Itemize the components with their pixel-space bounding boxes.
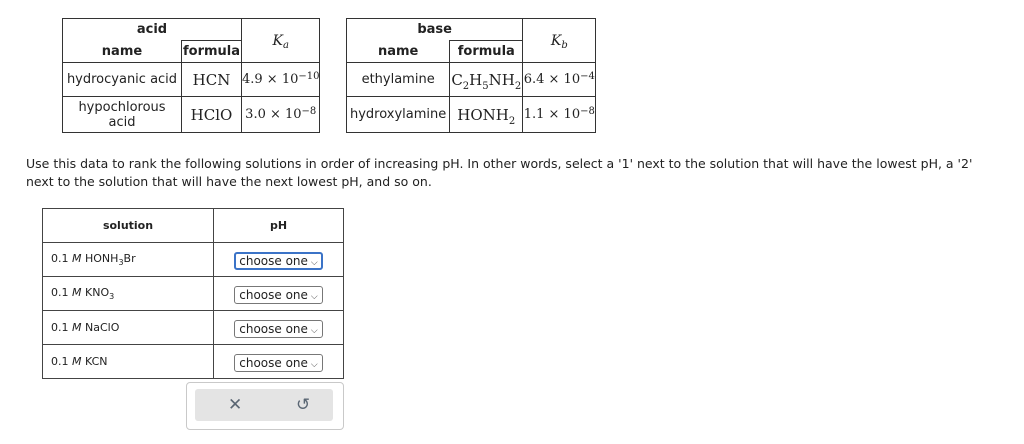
base-data-table <box>346 18 596 133</box>
base-formula-header: formula <box>450 41 523 63</box>
acid-formula-cell: HCN <box>182 63 242 97</box>
undo-icon[interactable]: ↺ <box>296 395 311 415</box>
solution-label: 0.1 M KCN <box>43 345 214 379</box>
ka-value-cell: $3.0 \times 10^{-8}$ <box>242 97 320 133</box>
acid-name-cell: hydrocyanic acid <box>63 63 182 97</box>
base-formula-cell: $C_2H_5NH_2$ <box>450 63 523 97</box>
close-icon[interactable]: ✕ <box>228 395 243 415</box>
base-name-cell: hydroxylamine <box>347 97 450 133</box>
chevron-down-icon: ⌵ <box>310 359 318 370</box>
base-name-cell: ethylamine <box>347 63 450 97</box>
ph-rank-select[interactable]: choose one ⌵ <box>234 286 323 304</box>
table-row <box>43 277 344 311</box>
answer-button-bar <box>186 382 344 430</box>
acid-header: acid <box>63 19 242 41</box>
chevron-down-icon: ⌵ <box>310 291 318 302</box>
ph-rank-select[interactable]: choose one ⌵ <box>234 354 323 372</box>
acid-name-cell: hypochlorous acid <box>63 97 182 133</box>
base-header: base <box>347 19 523 41</box>
kb-value-cell: $6.4 \times 10^{-4}$ <box>523 63 596 97</box>
ka-header: $K_a$ <box>242 19 320 63</box>
ph-rank-select[interactable]: choose one ⌵ <box>234 320 323 338</box>
acid-data-table <box>62 18 320 133</box>
acid-name-header: name <box>63 41 182 63</box>
button-tray <box>195 389 333 421</box>
solution-label: 0.1 M $KNO_3$ <box>43 277 214 311</box>
base-formula-cell: $HONH_2$ <box>450 97 523 133</box>
solution-label: 0.1 M NaClO <box>43 311 214 345</box>
kb-header: $K_b$ <box>523 19 596 63</box>
ph-rank-select[interactable]: choose one ⌵ <box>234 252 323 270</box>
table-row <box>43 311 344 345</box>
kb-value-cell: $1.1 \times 10^{-8}$ <box>523 97 596 133</box>
table-row <box>43 243 344 277</box>
solution-ranking-table <box>42 208 344 379</box>
chevron-down-icon: ⌵ <box>310 325 318 336</box>
solution-header: solution <box>43 209 214 243</box>
table-row <box>43 345 344 379</box>
ph-header: pH <box>214 209 344 243</box>
base-name-header: name <box>347 41 450 63</box>
chevron-down-icon: ⌵ <box>310 257 318 268</box>
acid-formula-header: formula <box>182 41 242 63</box>
acid-formula-cell: HClO <box>182 97 242 133</box>
instructions-text: Use this data to rank the following solutions in order of increasing pH. In other words, select a '1' next to the solution that will have the lowest pH, a '2' next to the solution that will have the next lowest pH, and so on. <box>26 156 973 189</box>
ka-value-cell: $4.9 \times 10^{-10}$ <box>242 63 320 97</box>
solution-label: 0.1 M $HONH_3Br$ <box>43 243 214 277</box>
